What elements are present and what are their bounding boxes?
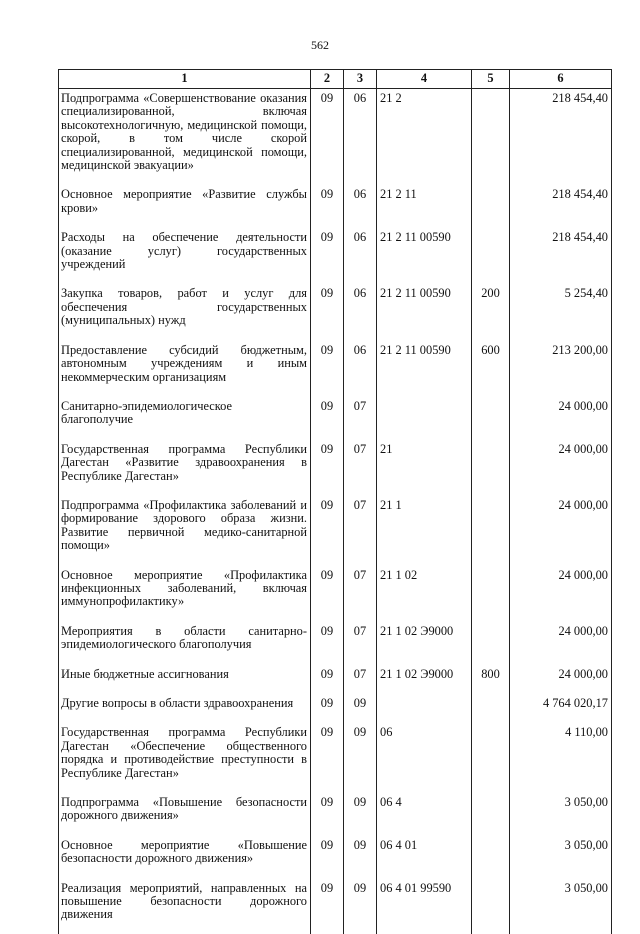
row-amount-cell: 218 454,40: [510, 89, 612, 185]
row-subsection-cell: 07: [344, 565, 377, 621]
row-subsection-cell: 09: [344, 878, 377, 934]
row-name-cell: Предоставление субсидий бюджетным, автономным учреждениям и иным некоммерческим организациям: [59, 340, 311, 396]
row-name-cell: Закупка товаров, работ и услуг для обеспечения государственных (муниципальных) нужд: [59, 283, 311, 339]
row-expense-type-cell: [472, 835, 510, 878]
row-expense-type-cell: [472, 396, 510, 439]
row-section-cell: 09: [311, 227, 344, 283]
row-amount-cell: 218 454,40: [510, 184, 612, 227]
table-row: [59, 439, 612, 495]
row-section-cell: 09: [311, 495, 344, 565]
row-expense-type-cell: [472, 621, 510, 664]
header-cell: 6: [510, 70, 612, 89]
row-expense-type-cell: [472, 184, 510, 227]
row-target-article-cell: [377, 396, 472, 439]
header-cell: 2: [311, 70, 344, 89]
row-target-article-cell: 06: [377, 722, 472, 792]
row-target-article-cell: 21 1 02: [377, 565, 472, 621]
table-row: [59, 396, 612, 439]
row-amount-cell: 3 050,00: [510, 792, 612, 835]
table-row: [59, 722, 612, 792]
row-section-cell: 09: [311, 283, 344, 339]
row-target-article-cell: 21 1: [377, 495, 472, 565]
header-row: [59, 70, 612, 89]
row-amount-cell: 24 000,00: [510, 439, 612, 495]
row-expense-type-cell: [472, 792, 510, 835]
row-subsection-cell: 07: [344, 439, 377, 495]
table-row: [59, 621, 612, 664]
row-amount-cell: 24 000,00: [510, 621, 612, 664]
row-name-cell: Санитарно-эпидемиологическое благополучие: [59, 396, 311, 439]
row-section-cell: 09: [311, 89, 344, 185]
row-subsection-cell: 07: [344, 495, 377, 565]
row-expense-type-cell: 800: [472, 664, 510, 693]
row-target-article-cell: 06 4 01: [377, 835, 472, 878]
row-name-cell: Иные бюджетные ассигнования: [59, 664, 311, 693]
row-target-article-cell: 21: [377, 439, 472, 495]
row-subsection-cell: 06: [344, 340, 377, 396]
page-number: 562: [311, 38, 329, 52]
row-subsection-cell: 06: [344, 184, 377, 227]
row-expense-type-cell: [472, 722, 510, 792]
row-amount-cell: 4 764 020,17: [510, 693, 612, 722]
row-section-cell: 09: [311, 835, 344, 878]
row-amount-cell: 3 050,00: [510, 878, 612, 934]
row-expense-type-cell: 600: [472, 340, 510, 396]
row-name-cell: Реализация мероприятий, направленных на повышение безопасности дорожного движения: [59, 878, 311, 934]
row-section-cell: 09: [311, 722, 344, 792]
table-row: [59, 283, 612, 339]
row-target-article-cell: 21 2 11 00590: [377, 227, 472, 283]
table-row: [59, 89, 612, 185]
row-expense-type-cell: [472, 227, 510, 283]
row-name-cell: Государственная программа Республики Дагестан «Развитие здравоохранения в Республике Дагестан»: [59, 439, 311, 495]
row-section-cell: 09: [311, 565, 344, 621]
row-name-cell: Мероприятия в области санитарно-эпидемиологического благополучия: [59, 621, 311, 664]
row-name-cell: Подпрограмма «Совершенствование оказания специализированной, включая высокотехнологичную, медицинской помощи, скорой, в том числе скорой специализированной, медицинской помощи, медицинской эвакуации»: [59, 89, 311, 185]
row-section-cell: 09: [311, 693, 344, 722]
table-row: [59, 565, 612, 621]
row-name-cell: Основное мероприятие «Профилактика инфекционных заболеваний, включая иммунопрофилактику»: [59, 565, 311, 621]
table-row: [59, 340, 612, 396]
row-target-article-cell: [377, 693, 472, 722]
row-subsection-cell: 06: [344, 227, 377, 283]
row-expense-type-cell: [472, 495, 510, 565]
table-row: [59, 878, 612, 934]
budget-table: [58, 69, 612, 934]
row-section-cell: 09: [311, 792, 344, 835]
row-name-cell: Подпрограмма «Профилактика заболеваний и формирование здорового образа жизни. Развитие первичной медико-санитарной помощи»: [59, 495, 311, 565]
row-subsection-cell: 09: [344, 693, 377, 722]
row-name-cell: Основное мероприятие «Развитие службы крови»: [59, 184, 311, 227]
row-expense-type-cell: [472, 565, 510, 621]
header-cell: 5: [472, 70, 510, 89]
header-cell: 3: [344, 70, 377, 89]
row-target-article-cell: 06 4: [377, 792, 472, 835]
table-row: [59, 835, 612, 878]
row-section-cell: 09: [311, 664, 344, 693]
row-subsection-cell: 09: [344, 722, 377, 792]
row-section-cell: 09: [311, 184, 344, 227]
row-target-article-cell: 21 2: [377, 89, 472, 185]
row-subsection-cell: 09: [344, 792, 377, 835]
table-row: [59, 792, 612, 835]
row-amount-cell: 24 000,00: [510, 495, 612, 565]
row-section-cell: 09: [311, 621, 344, 664]
row-subsection-cell: 07: [344, 664, 377, 693]
header-cell: 4: [377, 70, 472, 89]
table-row: [59, 693, 612, 722]
row-expense-type-cell: [472, 89, 510, 185]
row-name-cell: Подпрограмма «Повышение безопасности дорожного движения»: [59, 792, 311, 835]
table-row: [59, 227, 612, 283]
row-expense-type-cell: 200: [472, 283, 510, 339]
row-expense-type-cell: [472, 693, 510, 722]
row-section-cell: 09: [311, 340, 344, 396]
row-amount-cell: 213 200,00: [510, 340, 612, 396]
row-subsection-cell: 07: [344, 396, 377, 439]
row-target-article-cell: 21 2 11: [377, 184, 472, 227]
row-amount-cell: 218 454,40: [510, 227, 612, 283]
row-name-cell: Основное мероприятие «Повышение безопасности дорожного движения»: [59, 835, 311, 878]
row-target-article-cell: 21 1 02 Э9000: [377, 664, 472, 693]
row-target-article-cell: 21 1 02 Э9000: [377, 621, 472, 664]
row-name-cell: Другие вопросы в области здравоохранения: [59, 693, 311, 722]
row-subsection-cell: 09: [344, 835, 377, 878]
table-row: [59, 184, 612, 227]
header-cell: 1: [59, 70, 311, 89]
row-amount-cell: 24 000,00: [510, 396, 612, 439]
row-target-article-cell: 21 2 11 00590: [377, 340, 472, 396]
table-row: [59, 664, 612, 693]
row-section-cell: 09: [311, 396, 344, 439]
row-amount-cell: 24 000,00: [510, 664, 612, 693]
row-amount-cell: 4 110,00: [510, 722, 612, 792]
row-section-cell: 09: [311, 439, 344, 495]
row-amount-cell: 3 050,00: [510, 835, 612, 878]
table-row: [59, 495, 612, 565]
row-subsection-cell: 06: [344, 283, 377, 339]
row-section-cell: 09: [311, 878, 344, 934]
row-expense-type-cell: [472, 439, 510, 495]
row-target-article-cell: 21 2 11 00590: [377, 283, 472, 339]
row-target-article-cell: 06 4 01 99590: [377, 878, 472, 934]
row-name-cell: Государственная программа Республики Дагестан «Обеспечение общественного порядка и противодействие преступности в Республике Дагестан»: [59, 722, 311, 792]
row-subsection-cell: 06: [344, 89, 377, 185]
row-amount-cell: 24 000,00: [510, 565, 612, 621]
row-name-cell: Расходы на обеспечение деятельности (оказание услуг) государственных учреждений: [59, 227, 311, 283]
row-expense-type-cell: [472, 878, 510, 934]
row-subsection-cell: 07: [344, 621, 377, 664]
row-amount-cell: 5 254,40: [510, 283, 612, 339]
table-body: [59, 89, 612, 934]
